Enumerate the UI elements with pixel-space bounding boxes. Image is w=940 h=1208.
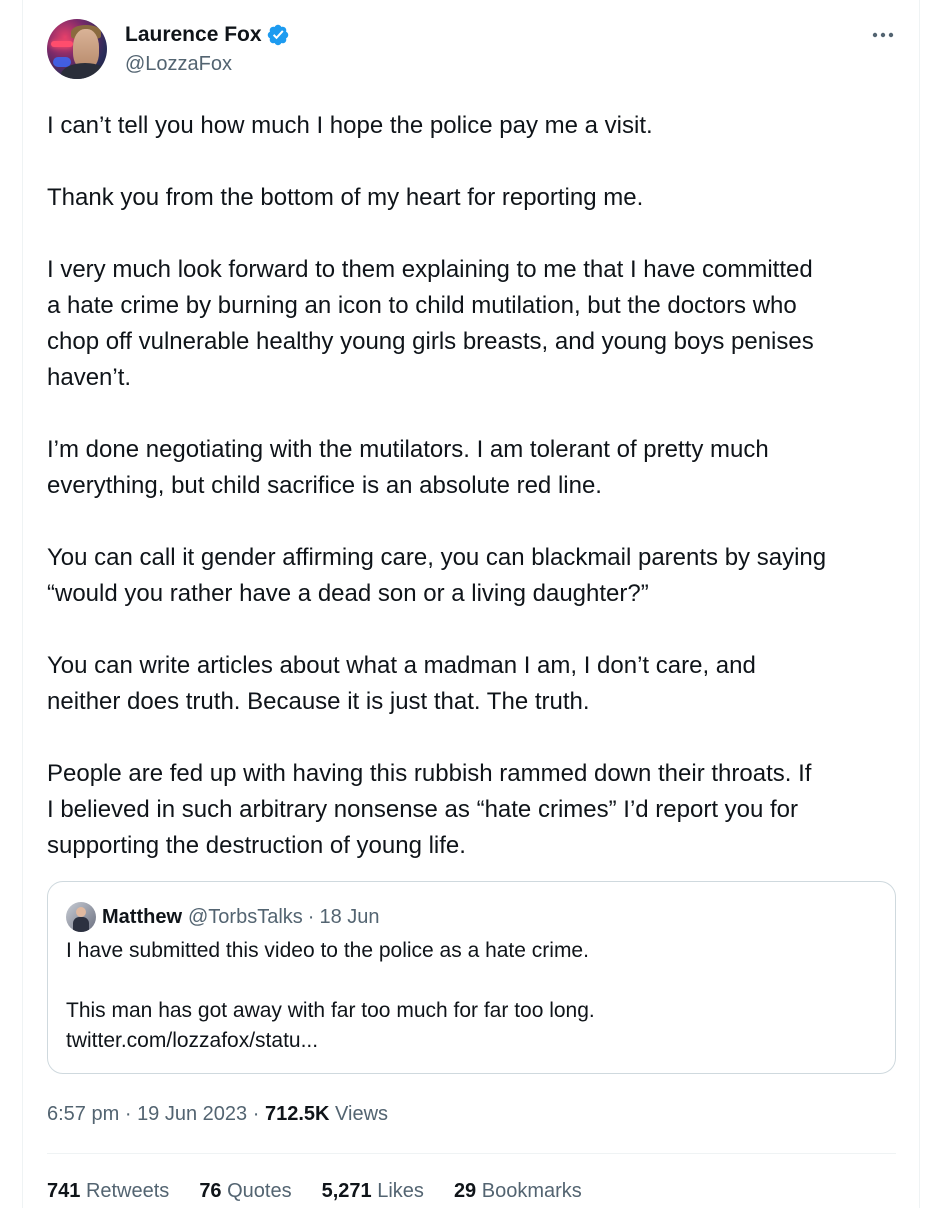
views-label: Views [335,1103,389,1125]
tweet-date[interactable]: 19 Jun 2023 [137,1103,248,1125]
quoted-separator: · [307,905,315,928]
meta-separator-2: · [252,1103,260,1125]
views-count: 712.5K [264,1103,330,1125]
stat-retweets[interactable] [47,1180,169,1208]
stat-label: Retweets [85,1180,170,1202]
tweet-header [47,19,897,81]
stats-divider [47,1153,896,1154]
meta-separator-1: · [124,1103,132,1125]
tweet-time[interactable]: 6:57 pm [47,1103,120,1125]
stat-count: 76 [199,1180,222,1202]
tweet-stats [47,1180,612,1208]
stat-label: Likes [377,1180,424,1202]
stat-count: 5,271 [321,1180,372,1202]
stat-label: Quotes [227,1180,292,1202]
author-display-name[interactable]: Laurence Fox [125,23,262,46]
author-handle[interactable]: @LozzaFox [125,53,233,75]
quoted-tweet-text: I have submitted this video to the police as a hate crime. This man has got away with far too much for far too long. twitter.com/lozzafox/statu... [66,939,595,1052]
tweet-text: I can’t tell you how much I hope the police pay me a visit. Thank you from the bottom of my heart for reporting me. I very much look forward to them explaining to me that I have committed a hate crime by burning an icon to child mutilation, but the doctors who chop off vulnerable healthy young girls breasts, and young boys penises haven’t. I’m done negotiating with the mutilators. I am tolerant of pretty much everything, but child sacrifice is an absolute red line. You can call it gender affirming care, you can blackmail parents by saying “would you rather have a dead son or a living daughter?” You can write articles about what a madman I am, I don’t care, and neither does truth. Because it is just that. The truth. People are fed up with having this rubbish rammed down their throats. If I believed in such arbitrary nonsense as “hate crimes” I’d report you for supporting the destruction of young life. [47,112,827,859]
author-avatar[interactable] [47,19,107,79]
quoted-tweet-header [66,902,380,932]
quoted-author-handle: @TorbsTalks [188,905,303,928]
stat-quotes[interactable] [199,1180,291,1208]
quoted-date: 18 Jun [319,905,380,928]
verified-badge-icon [266,23,290,47]
more-horizontal-icon[interactable] [869,21,897,49]
quoted-author-avatar [66,902,96,932]
stat-likes[interactable] [322,1180,424,1208]
tweet-meta [47,1100,388,1128]
quoted-author-name: Matthew [102,905,182,928]
stat-count: 29 [453,1180,477,1202]
tweet-card [22,0,920,1208]
stat-label: Bookmarks [481,1180,582,1202]
stat-bookmarks[interactable] [454,1180,582,1208]
stat-count: 741 [47,1180,81,1202]
quoted-tweet[interactable] [47,881,896,1074]
author-name-row [125,21,290,49]
